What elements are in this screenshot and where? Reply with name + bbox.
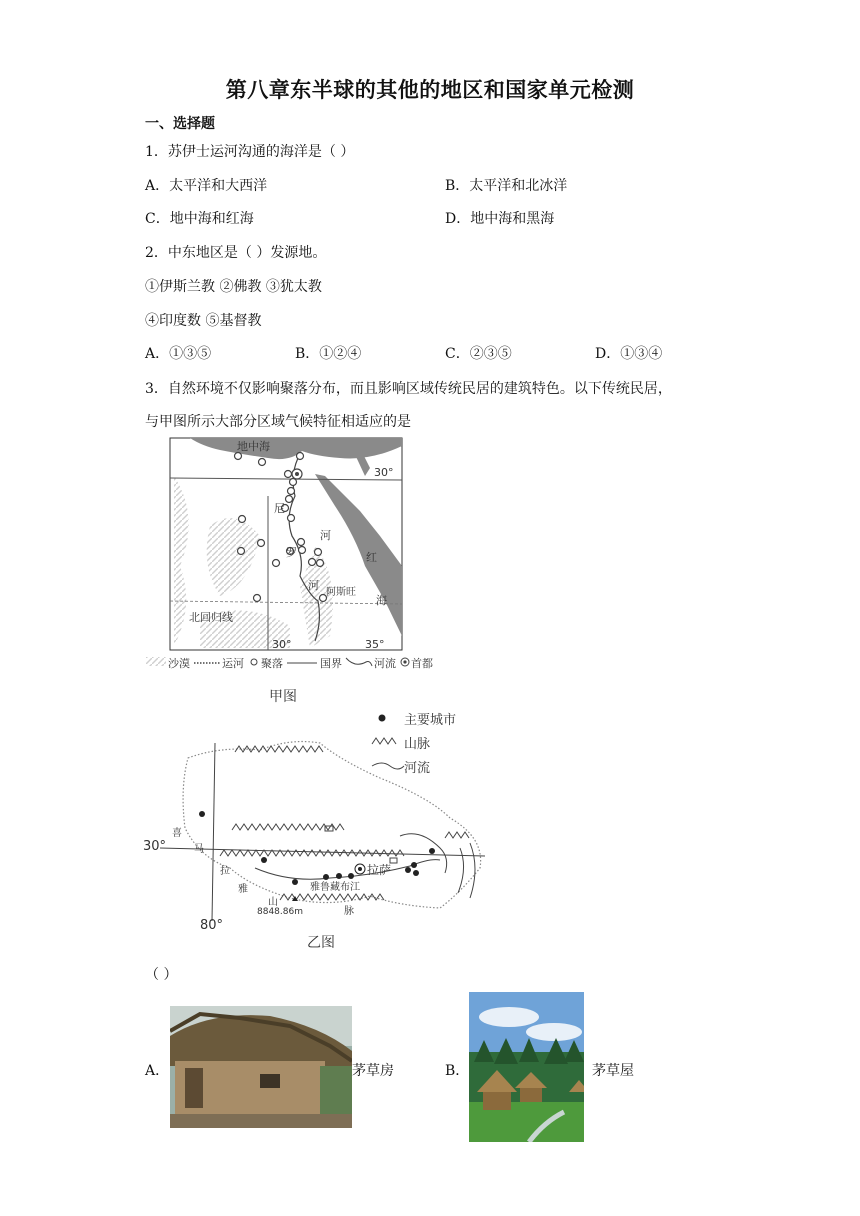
q1-option-a[interactable]: A．太平洋和大西洋 [145, 178, 268, 194]
q1-option-c[interactable]: C．地中海和红海 [145, 211, 254, 227]
legend-mountain: 山脉 [404, 737, 431, 752]
q3-option-a-letter[interactable]: A． [145, 1063, 170, 1079]
map-jia [140, 436, 450, 706]
map-yi-caption: 乙图 [307, 935, 335, 951]
label-himalaya-3: 拉 [220, 866, 230, 877]
label-himalaya-4: 雅 [238, 884, 248, 895]
q2-line-1: ①伊斯兰教 ②佛教 ③犹太教 [145, 279, 322, 295]
q2-option-c[interactable]: C．②③⑤ [445, 346, 512, 362]
label-himalaya-1: 喜 [172, 828, 182, 839]
q1-option-d[interactable]: D．地中海和黑海 [445, 211, 555, 227]
label-tropic: 北回归线 [189, 611, 233, 624]
q2-option-b[interactable]: B．①②④ [295, 346, 362, 362]
label-lat30: 30° [374, 466, 394, 479]
page-title: 第八章东半球的其他的地区和国家单元检测 [225, 78, 635, 102]
legend-canal: 运河 [222, 657, 244, 670]
thatched-hut-photo-b[interactable] [469, 992, 584, 1142]
label-red-2: 海 [376, 594, 387, 607]
label-everest: 8848.86m [257, 907, 303, 917]
label-aswan: 阿斯旺 [326, 587, 356, 598]
label-lon35: 35° [365, 638, 385, 651]
label-nile-3: 河 [308, 579, 319, 592]
label-nile-1: 尼 [274, 502, 285, 515]
label-yarlung: 雅鲁藏布江 [310, 882, 360, 893]
label-he: 河 [320, 529, 331, 542]
q1-option-b[interactable]: B．太平洋和北冰洋 [445, 178, 568, 194]
label-himalaya-5: 山 [268, 897, 278, 908]
q2-line-2: ④印度数 ⑤基督教 [145, 313, 262, 329]
q3-option-a-caption: 茅草房 [352, 1063, 394, 1079]
q3-answer-paren: （ ） [145, 967, 178, 983]
label-lat30: 30° [143, 839, 167, 854]
legend-river: 河流 [374, 657, 396, 670]
legend-settlement: 聚落 [261, 657, 283, 670]
q2-option-a[interactable]: A．①③⑤ [145, 346, 212, 362]
q2-option-d[interactable]: D．①③④ [595, 346, 663, 362]
map-jia-caption: 甲图 [269, 689, 297, 705]
label-mediterranean: 地中海 [237, 440, 270, 453]
yarlung-river [255, 860, 440, 880]
label-nile-2: 罗 [286, 546, 297, 559]
label-red-1: 红 [366, 551, 377, 564]
major-cities [199, 811, 435, 885]
label-lon80: 80° [200, 918, 224, 933]
label-himalaya-6: 脉 [344, 906, 354, 917]
section-heading: 一、选择题 [145, 116, 215, 132]
thatched-hut-photo-a[interactable] [170, 1006, 352, 1128]
legend-desert: 沙漠 [168, 657, 190, 670]
question-3-stem-line-1: 3．自然环境不仅影响聚落分布，而且影响区域传统民居的建筑特色。以下传统民居， [145, 381, 672, 397]
question-1-stem: 1．苏伊士运河沟通的海洋是（ ） [145, 144, 355, 160]
q3-option-b-letter[interactable]: B． [445, 1063, 470, 1079]
q3-option-b-caption: 茅草屋 [592, 1063, 634, 1079]
map-yi [140, 708, 500, 953]
legend-capital: 首都 [411, 657, 433, 670]
label-himalaya-2: 马 [194, 844, 204, 855]
question-2-stem: 2．中东地区是（ ）发源地。 [145, 245, 327, 261]
question-3-stem-line-2: 与甲图所示大部分区域气候特征相适应的是 [145, 414, 411, 430]
legend-river: 河流 [404, 761, 431, 776]
label-lon30: 30° [272, 638, 292, 651]
legend-city: 主要城市 [404, 713, 457, 728]
label-lhasa: 拉萨 [367, 863, 392, 877]
legend-border: 国界 [320, 657, 342, 670]
